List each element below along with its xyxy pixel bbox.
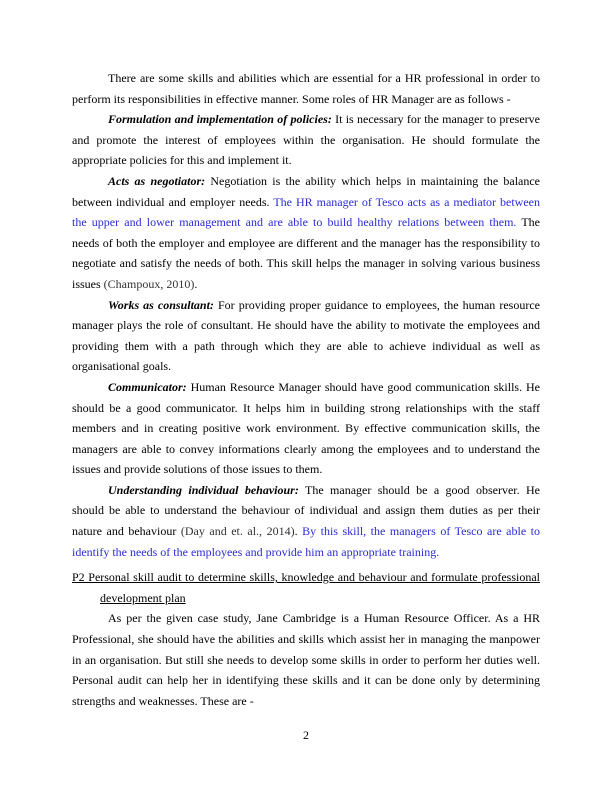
communicator-text: Human Resource Manager should have good communication skills. He should be a good communicator. It helps him in building strong relationships with the staff members and in creating positive work environment. By effective communication skills, the managers are able to convey informations clearly among the employees and to understand the issues and provide solutions of those issues to them. <box>72 379 540 477</box>
negotiator-text-2: The needs of both the employer and employee are different and the manager has the responsibility to negotiate and satisfy the needs of both. This skill helps the manager in solving various business issues <box>72 215 540 291</box>
negotiator-text-1: Negotiation is the ability which helps in maintaining the balance between individual and employer needs. <box>72 173 541 209</box>
formulation-paragraph <box>72 109 540 171</box>
document-page <box>72 68 540 711</box>
negotiator-citation: (Champoux, 2010) <box>103 276 195 291</box>
formulation-title: Formulation and implementation of policies: <box>108 112 332 127</box>
negotiator-end: . <box>194 276 198 291</box>
behaviour-title: Understanding individual behaviour: <box>108 482 299 497</box>
formulation-text: It is necessary for the manager to preserve and promote the interest of employees within the organisation. He should formulate the appropriate policies for this and implement it. <box>72 112 540 168</box>
consultant-title: Works as consultant: <box>108 297 214 312</box>
closing-paragraph: As per the given case study, Jane Cambridge is a Human Resource Officer. As a HR Professional, she should have the abilities and skills which assist her in managing the manpower in an organisation. But still she needs to develop some skills in order to perform her duties well. Personal audit can help her in identifying these skills and it can be done only by determining strengths and weaknesses. These are - <box>72 611 540 708</box>
consultant-paragraph <box>72 295 540 377</box>
behaviour-text-2: . <box>294 524 303 539</box>
negotiator-paragraph <box>72 171 540 295</box>
consultant-text: For providing proper guidance to employees, the human resource manager plays the role of consultant. He should have the ability to motivate the employees and providing them with a path through which they are able to achieve individual as well as organisational goals. <box>72 297 540 374</box>
page-number: 2 <box>303 728 309 742</box>
behaviour-text-1: The manager should be a good observer. He should be able to understand the behaviour of individual and assign them duties as per their nature and behaviour <box>72 482 540 539</box>
intro-paragraph: There are some skills and abilities which are essential for a HR professional in order to perform its responsibilities in effective manner. Some roles of HR Manager are as follows - <box>72 71 540 106</box>
negotiator-highlight: The HR manager of Tesco acts as a mediator between the upper and lower management and are able to build healthy relations between them. <box>72 194 540 230</box>
communicator-title: Communicator: <box>108 379 187 394</box>
negotiator-title: Acts as negotiator: <box>108 173 206 188</box>
behaviour-highlight: By this skill, the managers of Tesco are able to identify the needs of the employees and provide him an appropriate training. <box>72 524 541 559</box>
behaviour-citation: (Day and et. al., 2014) <box>180 524 295 539</box>
behaviour-paragraph <box>72 480 540 562</box>
communicator-paragraph <box>72 377 540 480</box>
section-heading: P2 Personal skill audit to determine skills, knowledge and behaviour and formulate professional development plan <box>72 570 540 605</box>
